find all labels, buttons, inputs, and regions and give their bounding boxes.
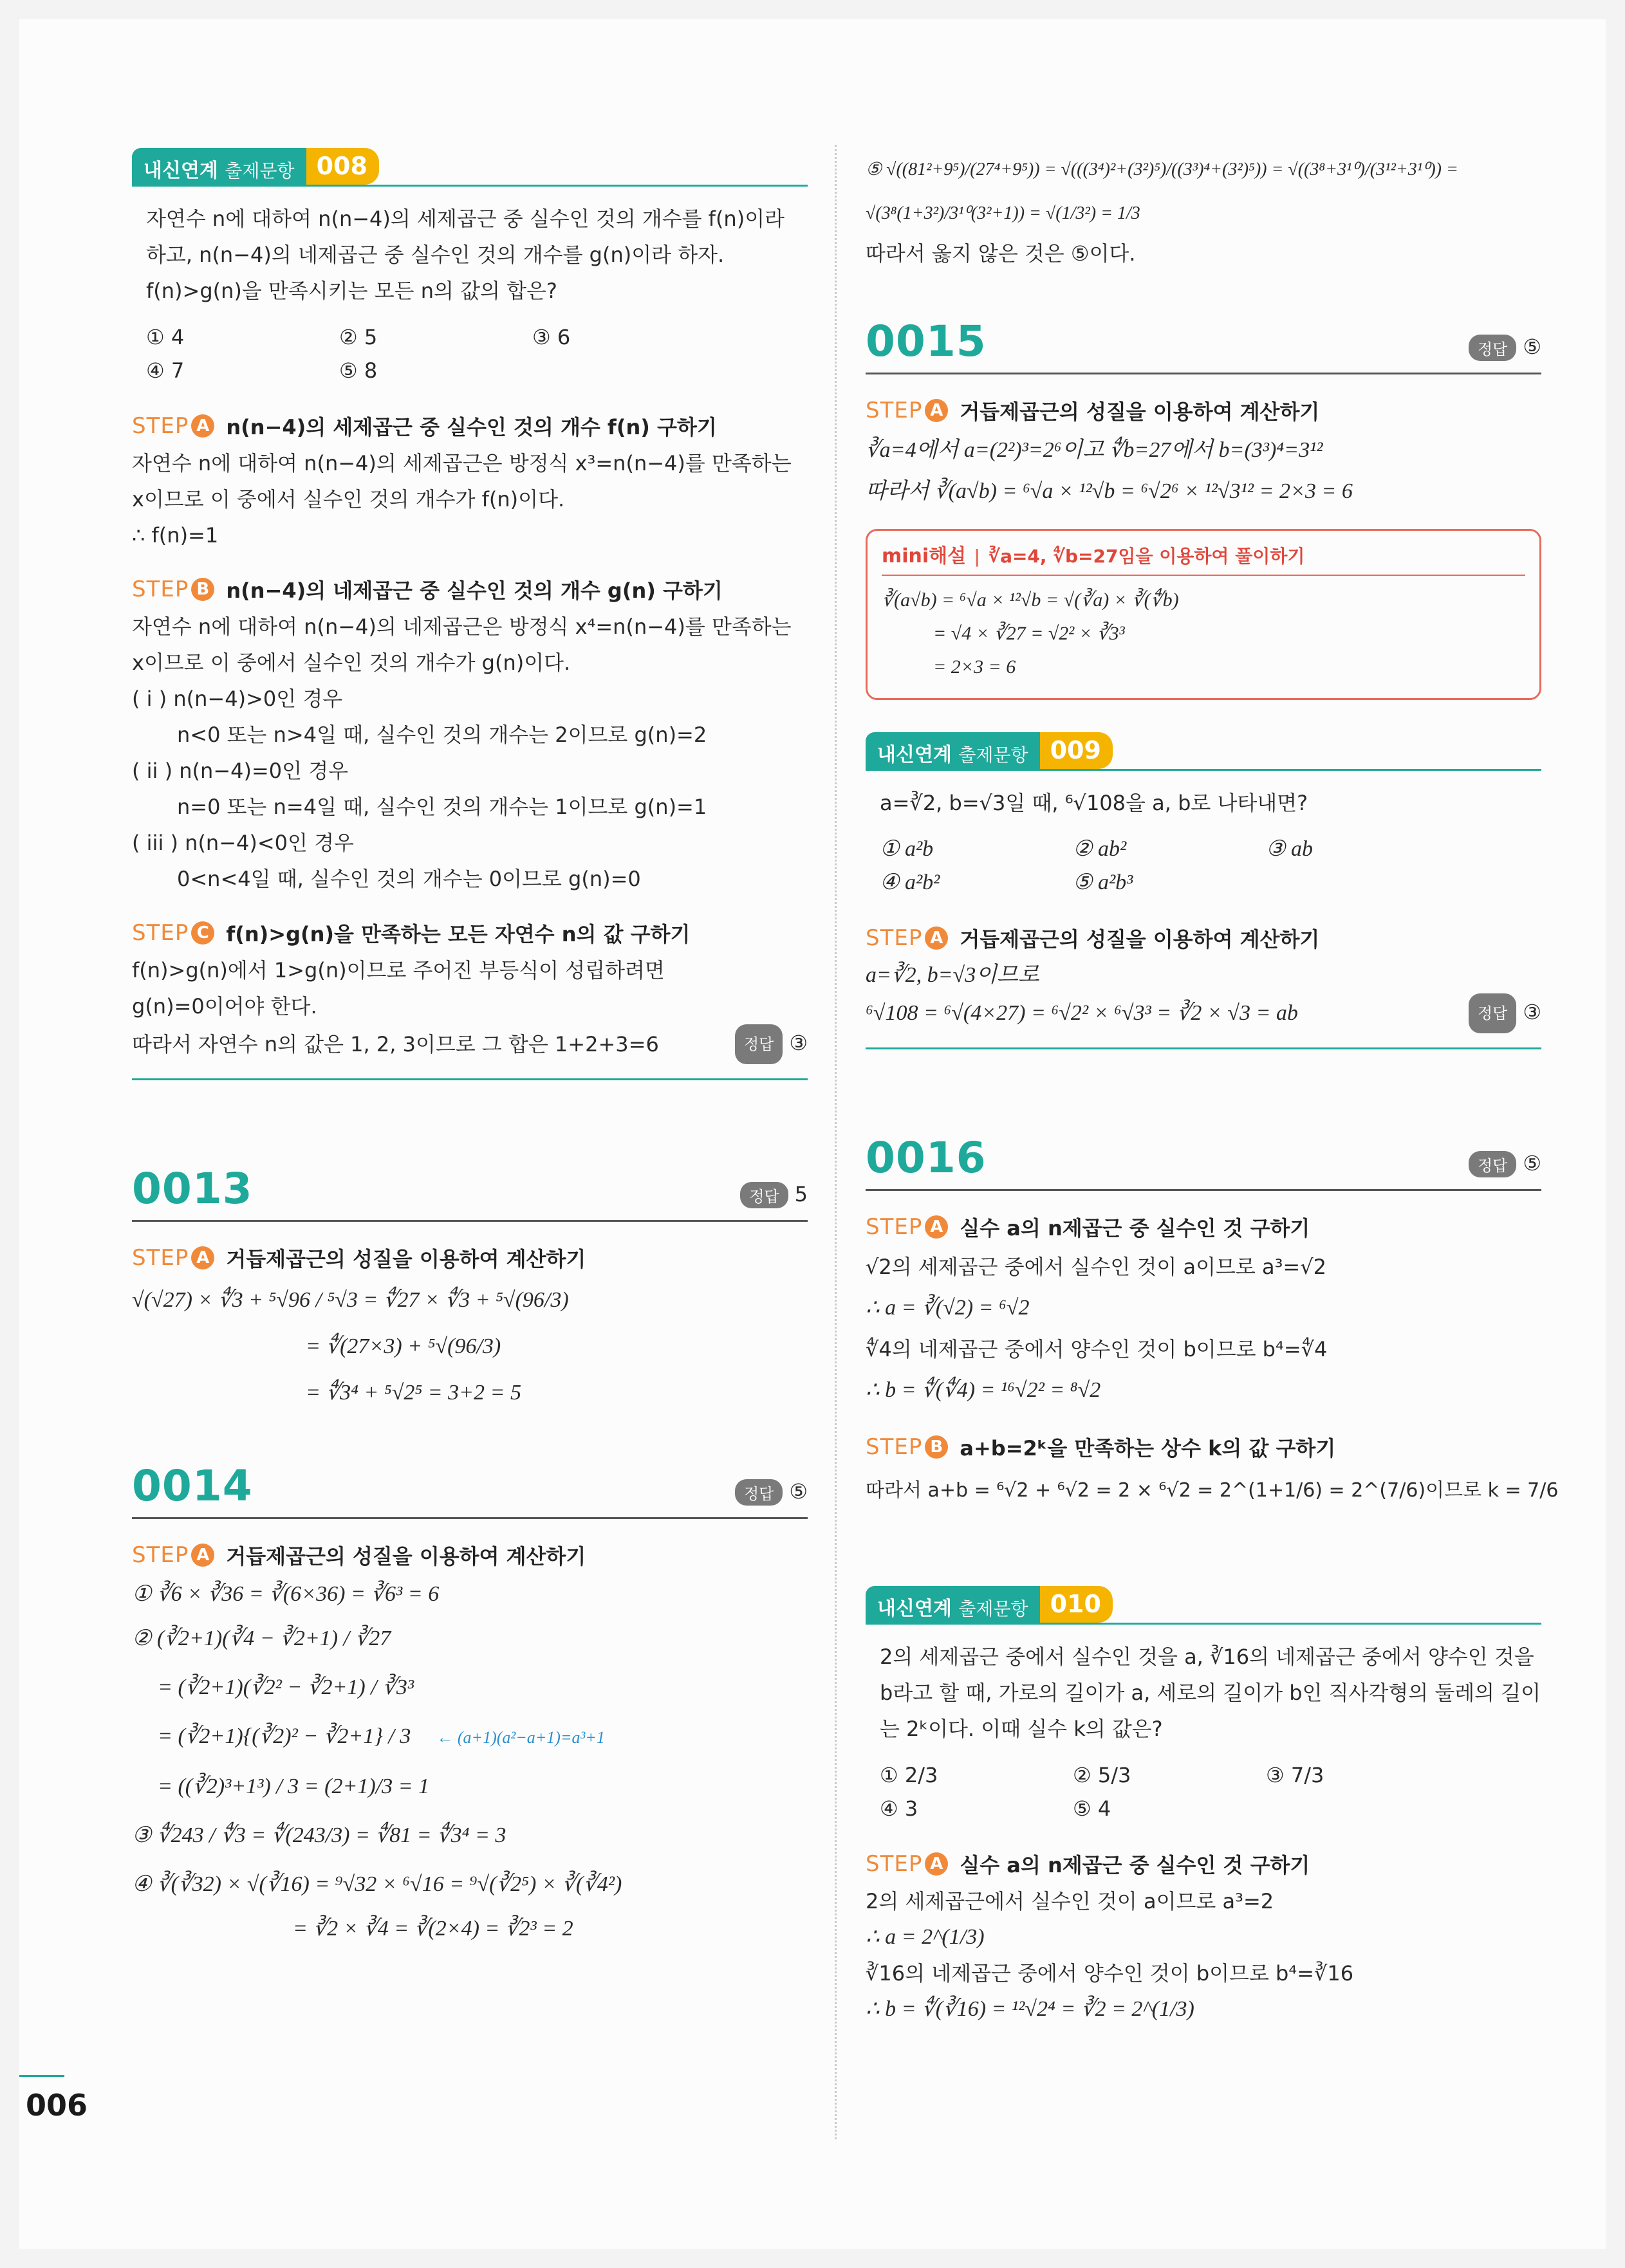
solution-line: ( i ) n(n−4)>0인 경우: [132, 687, 343, 711]
choice: ③ 7/3: [1266, 1763, 1324, 1787]
step-circle: B: [925, 1435, 948, 1459]
math-line: ∴ b = ∜(∛16) = ¹²√2⁴ = ∛2 = 2^(1/3): [866, 1997, 1194, 2021]
math-line: ∛a=4에서 a=(2²)³=2⁶이고 ∜b=27에서 b=(3³)⁴=3¹²: [866, 438, 1323, 462]
step-circle: A: [925, 399, 948, 422]
step-circle: A: [191, 1544, 214, 1567]
math-line: 따라서 ∛(a√b) = ⁶√a × ¹²√b = ⁶√2⁶ × ¹²√3¹² = 2×3 = 6: [866, 479, 1353, 503]
mini-subtitle: ∛a=4, ∜b=27임을 이용하여 풀이하기: [988, 546, 1305, 567]
step-heading: STEP B n(n−4)의 네제곱근 중 실수인 것의 개수 g(n) 구하기: [132, 576, 723, 603]
choice: ④ 3: [880, 1796, 918, 1821]
math-line: ∴ a = 2^(1/3): [866, 1925, 985, 1949]
left-column: [132, 148, 808, 1949]
choice: ② 5: [339, 325, 378, 349]
math-line: = ((∛2)³+1³) / 3 = (2+1)/3 = 1: [158, 1775, 430, 1798]
problem-header-0013: [132, 1164, 808, 1222]
math-line: √(√27) × ∜3 + ⁵√96 / ⁵√3 = ∜27 × ∜3 + ⁵√(96/3): [132, 1288, 569, 1312]
math-line: = √4 × ∛27 = √2² × ∛3³: [933, 623, 1125, 644]
math-line: ⁶√108 = ⁶√(4×27) = ⁶√2² × ⁶√3³ = ∛2 × √3 = ab: [866, 1001, 1298, 1025]
step-circle: A: [191, 1246, 214, 1269]
math-line: = 2×3 = 6: [933, 656, 1016, 678]
answer-value: ⑤: [1523, 1150, 1541, 1175]
school-linked-problem-009: [866, 732, 1541, 899]
answer-value: ③: [789, 1031, 808, 1055]
answer-value: ⑤: [789, 1479, 808, 1504]
school-linked-problem-010: [866, 1586, 1541, 1825]
mini-title: mini해설: [882, 545, 967, 567]
step-circle: C: [191, 921, 214, 945]
question-line: b라고 할 때, 가로의 길이가 a, 세로의 길이가 b인 직사각형의 둘레의 길이: [880, 1681, 1541, 1705]
math-line: = ∛2 × ∛4 = ∛(2×4) = ∛2³ = 2: [293, 1917, 573, 1941]
math-line: a=∛2, b=√3이므로: [866, 963, 1039, 987]
step-circle: A: [925, 927, 948, 950]
tag-label: 내신연계: [877, 1598, 952, 1620]
tag-number: 010: [1040, 1586, 1113, 1623]
math-line: ③ ∜243 / ∜3 = ∜(243/3) = ∜81 = ∜3⁴ = 3: [132, 1823, 506, 1847]
solution-line: 0<n<4일 때, 실수인 것의 개수는 0이므로 g(n)=0: [177, 867, 641, 891]
answer-mark: [735, 1024, 808, 1064]
answer-choices: [146, 320, 808, 387]
question-line: 는 2ᵏ이다. 이때 실수 k의 값은?: [880, 1717, 1163, 1741]
answer-value: ⑤: [1523, 334, 1541, 359]
choice: ③ ab: [1266, 837, 1313, 861]
math-line: ④ ∛(∛32) × √(∛16) = ⁹√32 × ⁶√16 = ⁹√(∛2⁵) × ∛(∛4²): [132, 1872, 622, 1896]
page-number-bar: [19, 2075, 64, 2077]
tag-sub: 출제문항: [958, 1598, 1028, 1619]
step-heading: STEP A 거듭제곱근의 성질을 이용하여 계산하기: [132, 1245, 586, 1271]
question-line: a=∛2, b=√3일 때, ⁶√108을 a, b로 나타내면?: [880, 791, 1308, 815]
problem-tag: [132, 148, 808, 187]
tag-label: 내신연계: [144, 160, 218, 182]
solution-line: 따라서 자연수 n의 값은 1, 2, 3이므로 그 합은 1+2+3=6: [132, 1032, 659, 1056]
problem-tag: [866, 732, 1541, 771]
problem-header-0015: [866, 317, 1541, 374]
column-divider: [835, 145, 837, 2139]
choice: ① 2/3: [880, 1763, 938, 1787]
step-circle: B: [191, 578, 214, 601]
math-line: ② (∛2+1)(∛4 − ∛2+1) / ∛27: [132, 1627, 391, 1650]
answer-badge: 정답: [735, 1024, 783, 1064]
choice: ② 5/3: [1073, 1763, 1131, 1787]
step-heading: STEP A 거듭제곱근의 성질을 이용하여 계산하기: [132, 1542, 586, 1569]
math-line: = (∛2+1)(∛2² − ∛2+1) / ∛3³: [158, 1675, 414, 1699]
choice: ② ab²: [1073, 837, 1127, 861]
tag-sub: 출제문항: [225, 160, 295, 181]
solution-line: 따라서 옳지 않은 것은 ⑤이다.: [866, 241, 1136, 266]
identity-note: ← (a+1)(a²−a+1)=a³+1: [436, 1728, 605, 1747]
solution-line: f(n)>g(n)에서 1>g(n)이므로 주어진 부등식이 성립하려면: [132, 958, 665, 982]
solution-line: ∜4의 네제곱근 중에서 양수인 것이 b이므로 b⁴=∜4: [866, 1337, 1328, 1361]
question-line: 자연수 n에 대하여 n(n−4)의 세제곱근 중 실수인 것의 개수를 f(n)이라: [146, 207, 785, 231]
choice: ⑤ a²b³: [1073, 871, 1133, 894]
math-line: = ∜3⁴ + ⁵√2⁵ = 3+2 = 5: [306, 1381, 522, 1405]
answer-value: 5: [794, 1181, 808, 1206]
step-circle: A: [925, 1852, 948, 1876]
step-heading: STEP A 실수 a의 n제곱근 중 실수인 것 구하기: [866, 1214, 1310, 1240]
problem-number: 0016: [866, 1133, 987, 1183]
solution-line: ∛16의 네제곱근 중에서 양수인 것이 b이므로 b⁴=∛16: [866, 1961, 1354, 1986]
choice: ④ a²b²: [880, 871, 940, 894]
answer-choices: [880, 833, 1541, 899]
step-heading: STEP A 거듭제곱근의 성질을 이용하여 계산하기: [866, 925, 1320, 952]
right-column: [866, 148, 1559, 2027]
solution-line: 자연수 n에 대하여 n(n−4)의 네제곱근은 방정식 x⁴=n(n−4)를 만족하는: [132, 614, 792, 639]
problem-number: 0014: [132, 1461, 253, 1511]
solution-line: x이므로 이 중에서 실수인 것의 개수가 g(n)이다.: [132, 650, 571, 675]
choice: ① 4: [146, 325, 185, 349]
solution-line: x이므로 이 중에서 실수인 것의 개수가 f(n)이다.: [132, 487, 565, 512]
question-line: f(n)>g(n)을 만족시키는 모든 n의 값의 합은?: [146, 279, 557, 303]
problem-number: 0015: [866, 317, 987, 366]
solution-line: ∴ f(n)=1: [132, 523, 219, 548]
step-heading: STEP B a+b=2ᵏ을 만족하는 상수 k의 값 구하기: [866, 1434, 1336, 1461]
problem-header-0014: [132, 1461, 808, 1519]
tag-sub: 출제문항: [958, 744, 1028, 766]
choice: ④ 7: [146, 358, 185, 383]
solution-line: ( iii ) n(n−4)<0인 경우: [132, 831, 354, 855]
math-line: ∴ a = ∛(√2) = ⁶√2: [866, 1296, 1030, 1320]
choice: ① a²b: [880, 837, 934, 861]
math-line: ∴ b = ∜(∜4) = ¹⁶√2² = ⁸√2: [866, 1378, 1101, 1402]
choice: ③ 6: [532, 325, 571, 349]
answer-value: ③: [1523, 1000, 1541, 1024]
math-line: ⑤ √((81²+9⁵)/(27⁴+9⁵)) = √(((3⁴)²+(3²)⁵)/((3³)⁴+(3²)⁵)) = √((3⁸+3¹⁰)/(3¹²+3¹⁰)) = √(3⁸(1+3²)/3¹⁰(3²+1)) = √(1/3²) = 1/3: [866, 160, 1458, 223]
answer-badge: 정답: [1469, 1151, 1516, 1177]
math-line: = ∜(27×3) + ⁵√(96/3): [306, 1334, 501, 1358]
step-circle: A: [925, 1215, 948, 1239]
problem-number: 0013: [132, 1164, 253, 1213]
solution-line: ( ii ) n(n−4)=0인 경우: [132, 759, 349, 783]
question-line: 2의 세제곱근 중에서 실수인 것을 a, ∛16의 네제곱근 중에서 양수인 것을: [880, 1645, 1534, 1669]
answer-choices: [880, 1758, 1541, 1825]
solution-line: 2의 세제곱근에서 실수인 것이 a이므로 a³=2: [866, 1889, 1274, 1913]
math-line: = (∛2+1){(∛2)² − ∛2+1} / 3: [158, 1724, 411, 1748]
problem-header-0016: [866, 1133, 1541, 1191]
mini-explanation-box: mini해설 | ∛a=4, ∜b=27임을 이용하여 풀이하기 ∛(a√b) = ⁶√a × ¹²√b = √(∛a) × ∛(∜b) = √4 × ∛27 = √2² × ∛3³ = 2×3 = 6: [866, 529, 1541, 700]
tag-number: 009: [1040, 732, 1113, 769]
step-circle: A: [191, 414, 214, 438]
solution-line: g(n)=0이어야 한다.: [132, 994, 317, 1019]
answer-badge: 정답: [740, 1182, 788, 1208]
step-heading: STEP A 실수 a의 n제곱근 중 실수인 것 구하기: [866, 1851, 1310, 1877]
solution-line: √2의 세제곱근 중에서 실수인 것이 a이므로 a³=√2: [866, 1255, 1326, 1279]
question-line: 하고, n(n−4)의 네제곱근 중 실수인 것의 개수를 g(n)이라 하자.: [146, 243, 725, 267]
page-number: 006: [26, 2088, 88, 2123]
answer-badge: 정답: [735, 1479, 783, 1506]
choice: ⑤ 4: [1073, 1796, 1111, 1821]
solution-line: 따라서 a+b = ⁶√2 + ⁶√2 = 2 × ⁶√2 = 2^(1+1/6) = 2^(7/6)이므로 k = 7/6: [866, 1479, 1559, 1502]
solution-line: 자연수 n에 대하여 n(n−4)의 세제곱근은 방정식 x³=n(n−4)를 만족하는: [132, 451, 792, 475]
math-line: ∛(a√b) = ⁶√a × ¹²√b = √(∛a) × ∛(∜b): [882, 589, 1179, 611]
step-heading: STEP A 거듭제곱근의 성질을 이용하여 계산하기: [866, 398, 1320, 424]
math-line: ① ∛6 × ∛36 = ∛(6×36) = ∛6³ = 6: [132, 1582, 440, 1606]
problem-tag: [866, 1586, 1541, 1625]
tag-label: 내신연계: [877, 744, 952, 766]
school-linked-problem-008: [132, 148, 808, 387]
answer-badge: 정답: [1469, 335, 1516, 361]
solution-line: n=0 또는 n=4일 때, 실수인 것의 개수는 1이므로 g(n)=1: [177, 795, 707, 819]
tag-number: 008: [306, 148, 379, 185]
answer-badge: 정답: [1469, 993, 1516, 1033]
step-heading: STEP C f(n)>g(n)을 만족하는 모든 자연수 n의 값 구하기: [132, 920, 691, 946]
answer-mark: [1469, 993, 1541, 1033]
choice: ⑤ 8: [339, 358, 378, 383]
solution-line: n<0 또는 n>4일 때, 실수인 것의 개수는 2이므로 g(n)=2: [177, 723, 707, 747]
step-heading: STEP A n(n−4)의 세제곱근 중 실수인 것의 개수 f(n) 구하기: [132, 413, 717, 439]
